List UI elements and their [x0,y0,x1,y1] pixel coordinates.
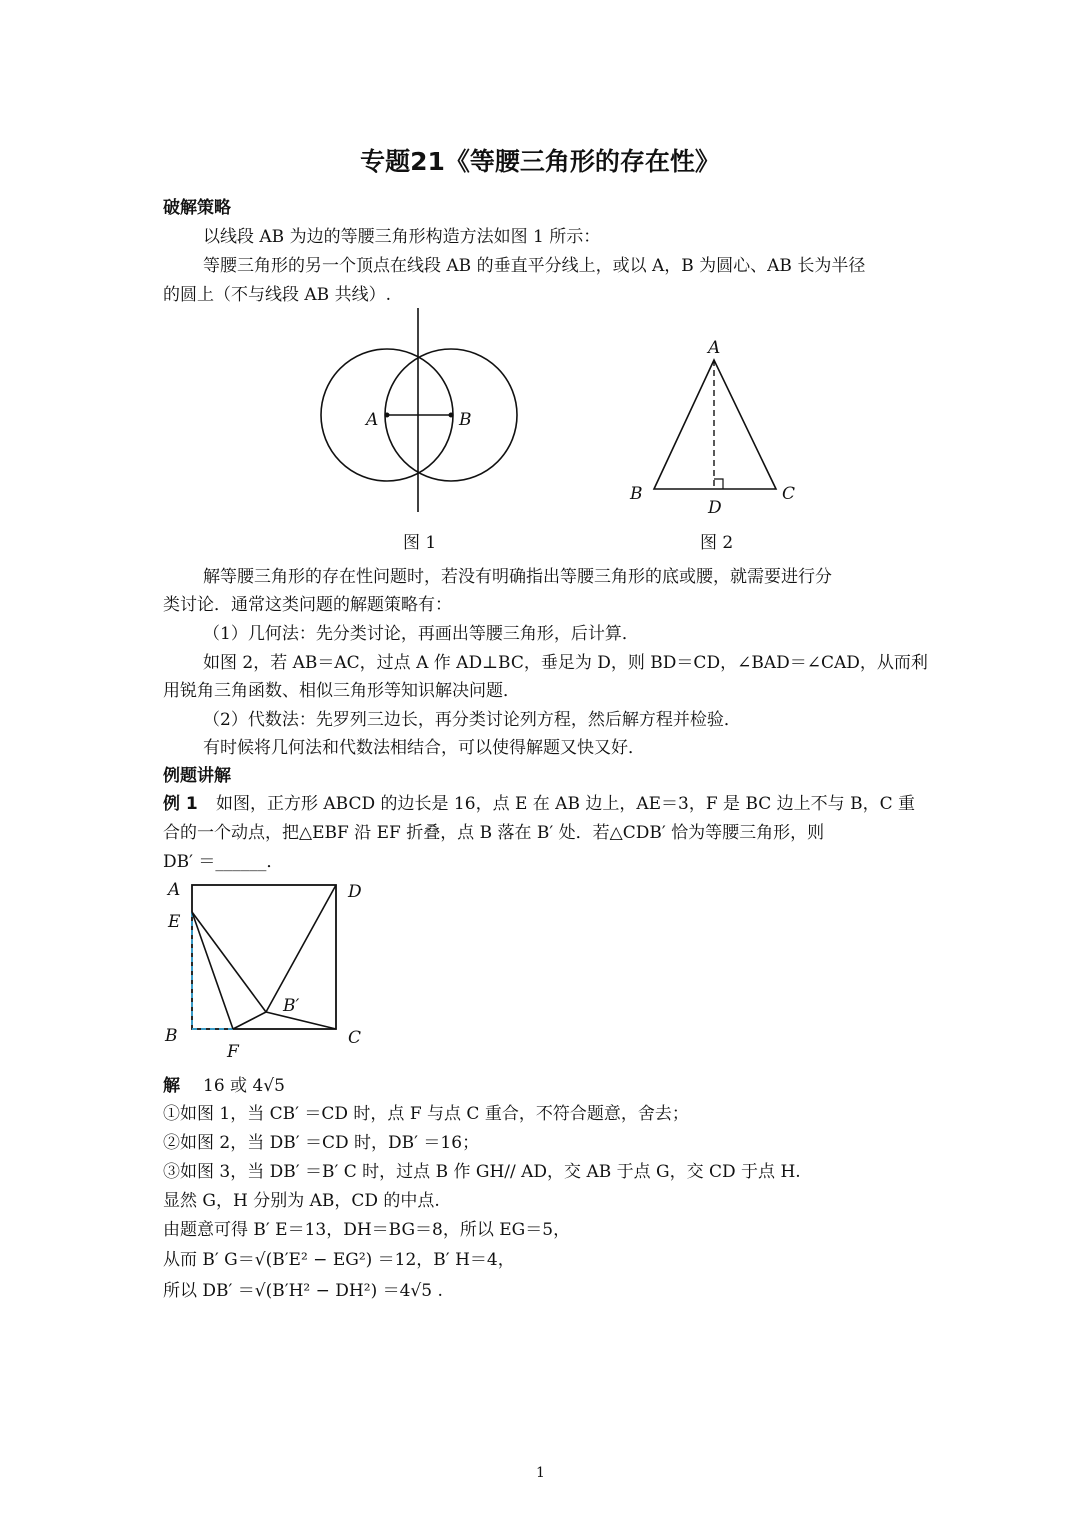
solution-line-5: 由题意可得 B′ E＝13，DH＝BG＝8，所以 EG＝5， [163,1220,571,1240]
figure-2-label-c: C [782,484,796,504]
paragraph-3-line-2: 类讨论．通常这类问题的解题策略有： [163,595,452,615]
example-1-label-a: A [168,880,181,900]
solution-label: 解 [163,1076,180,1096]
example-1-diagram [180,875,350,1045]
section-heading-examples: 例题讲解 [163,766,231,786]
paragraph-7: 有时候将几何法和代数法相结合，可以使得解题又快又好． [203,738,645,758]
solution-line-7: 所以 DB′ ＝√(B′H² − DH²) ＝4√5 . [163,1281,443,1301]
paragraph-2-line-1: 等腰三角形的另一个顶点在线段 AB 的垂直平分线上，或以 A，B 为圆心、AB 长为半径 [203,256,866,276]
figure-2-label-d: D [708,498,722,518]
paragraph-5-line-2: 用锐角三角函数、相似三角形等知识解决问题． [163,681,520,701]
figure-2-diagram [640,350,790,500]
figure-2-label-b: B [630,484,643,504]
figure-1-label-a: A [366,410,379,430]
solution-case-3: ③如图 3，当 DB′ ＝B′ C 时，过点 B 作 GH// AD，交 AB 于点 G，交 CD 于点 H. [163,1162,801,1182]
figure-2-caption: 图 2 [700,533,734,553]
paragraph-3-line-1: 解等腰三角形的存在性问题时，若没有明确指出等腰三角形的底或腰，就需要进行分 [203,567,832,587]
example-1-label-c: C [348,1028,362,1048]
paragraph-1: 以线段 AB 为边的等腰三角形构造方法如图 1 所示： [203,227,601,247]
example-label: 例 1 [163,794,198,814]
example-1-label-b: B [165,1026,178,1046]
paragraph-5-line-1: 如图 2，若 AB＝AC，过点 A 作 AD⊥BC，垂足为 D，则 BD＝CD，∠BAD＝∠CAD，从而利 [203,653,928,673]
figure-1-diagram [300,300,540,520]
method-geometry: （1）几何法：先分类讨论，再画出等腰三角形，后计算． [203,624,639,644]
example-1-label-b-prime: B′ [283,996,300,1016]
solution-case-1: ①如图 1，当 CB′ ＝CD 时，点 F 与点 C 重合，不符合题意，舍去； [163,1104,689,1124]
example-text-line-2: 合的一个动点，把△EBF 沿 EF 折叠，点 B 落在 B′ 处．若△CDB′ 恰为等腰三角形，则 [163,823,825,843]
figure-2-label-a: A [708,338,721,358]
page-title: 专题21《等腰三角形的存在性》 [360,147,720,176]
example-text-line-1: 如图，正方形 ABCD 的边长是 16，点 E 在 AB 边上，AE＝3，F 是 BC 边上不与 B，C 重 [216,794,915,814]
example-1-label-d: D [348,882,362,902]
method-algebra: （2）代数法：先罗列三边长，再分类讨论列方程，然后解方程并检验． [203,710,741,730]
figure-1-label-b: B [459,410,472,430]
section-heading-strategy: 破解策略 [163,198,231,218]
example-1-label-e: E [168,912,181,932]
solution-case-2: ②如图 2，当 DB′ ＝CD 时，DB′ ＝16； [163,1133,480,1153]
page-number: 1 [536,1465,545,1481]
paragraph-2-line-2: 的圆上（不与线段 AB 共线）. [163,285,391,305]
solution-answer: 16 或 4√5 [203,1076,285,1096]
figure-1-caption: 图 1 [403,533,437,553]
example-text-line-3: DB′ ＝______． [163,852,284,872]
solution-line-6: 从而 B′ G＝√(B′E² − EG²) ＝12，B′ H＝4， [163,1250,515,1270]
example-1-label-f: F [227,1042,239,1062]
solution-line-4: 显然 G，H 分别为 AB，CD 的中点. [163,1191,440,1211]
